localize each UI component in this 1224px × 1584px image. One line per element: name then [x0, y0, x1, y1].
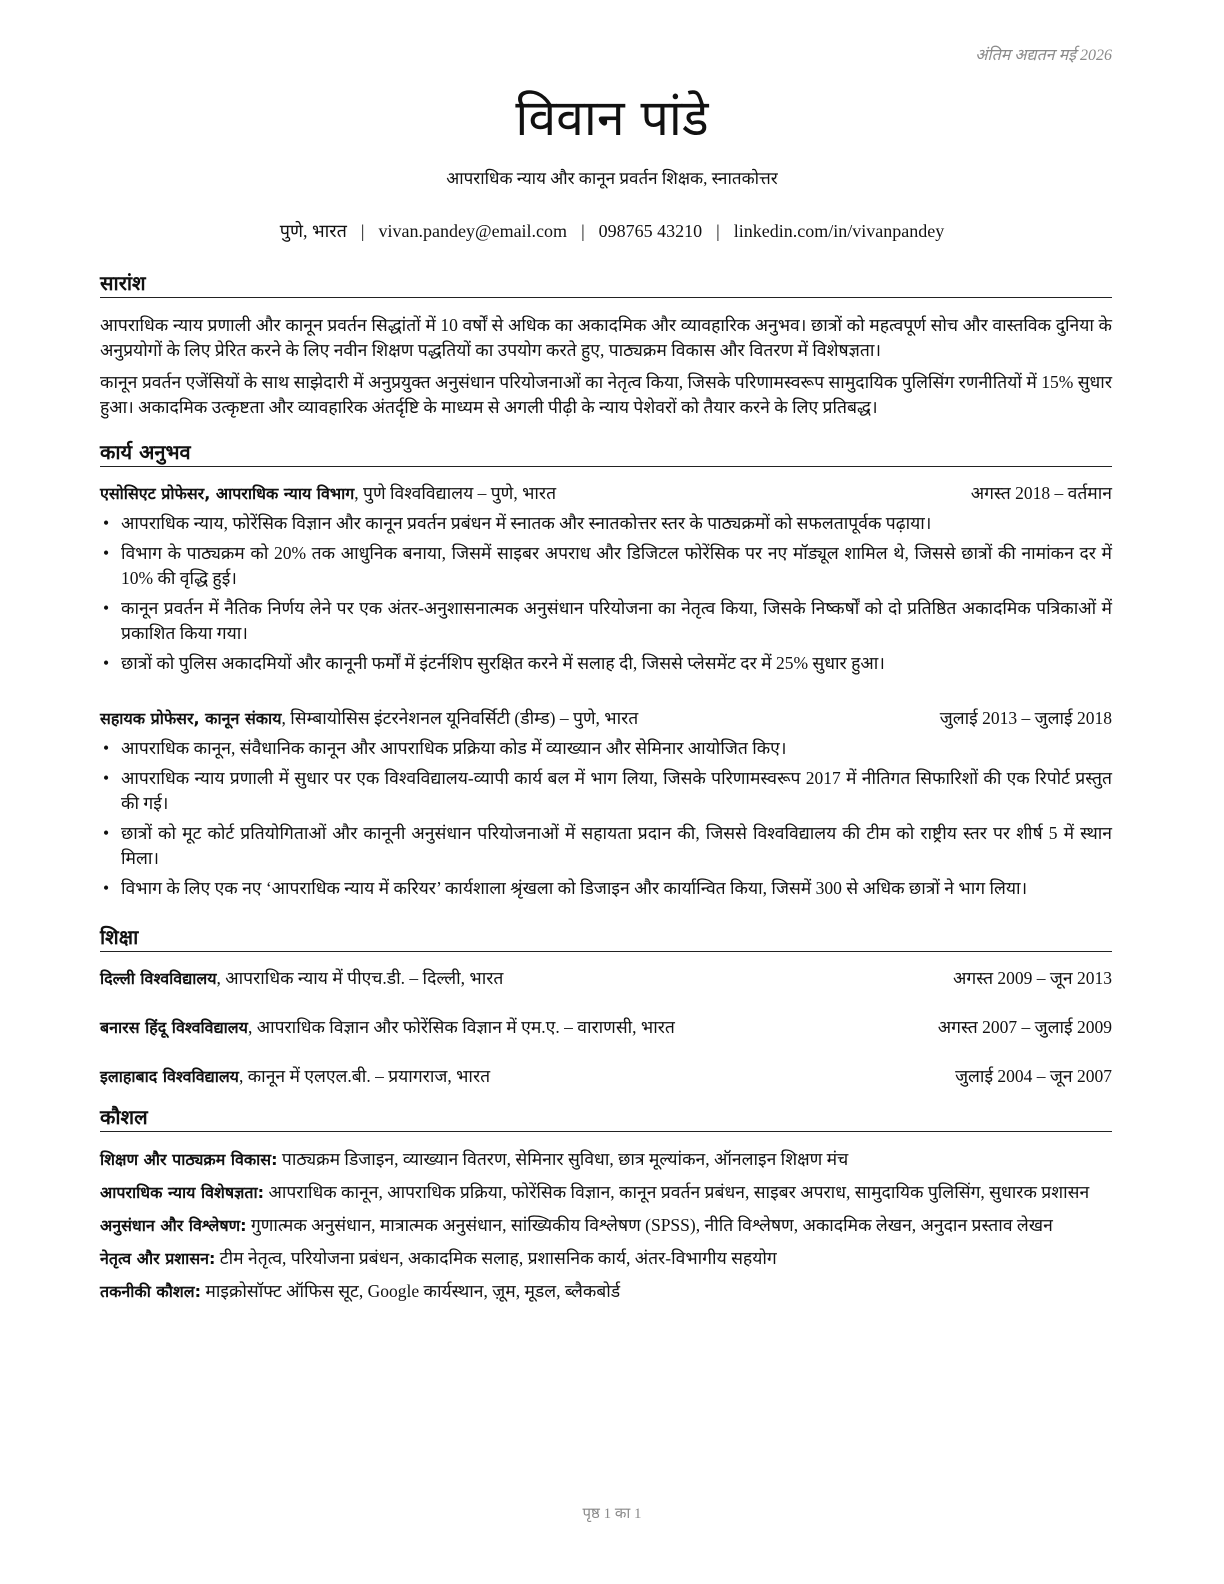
contact-separator: |	[716, 221, 720, 241]
job-bullets	[100, 511, 1112, 676]
job-bullet: • विभाग के लिए एक नए ‘आपराधिक न्याय में करियर’ कार्यशाला श्रृंखला को डिजाइन और कार्यान्वित किया, जिसमें 300 से अधिक छात्रों ने भाग लिया।	[100, 876, 1112, 901]
skill-label: तकनीकी कौशल:	[100, 1282, 201, 1301]
education-detail: , कानून में एलएल.बी. – प्रयागराज, भारत	[238, 1066, 491, 1086]
skills-section	[100, 1147, 1112, 1312]
education-section	[100, 966, 1112, 1113]
contact-phone: 098765 43210	[598, 221, 703, 241]
education-detail: , आपराधिक न्याय में पीएच.डी. – दिल्ली, भारत	[216, 968, 504, 988]
contact-location: पुणे, भारत	[279, 221, 347, 241]
job-bullet: • आपराधिक न्याय प्रणाली में सुधार पर एक विश्वविद्यालय-व्यापी कार्य बल में भाग लिया, जिसके परिणामस्वरूप 2017 में नीतिगत सिफारिशों की एक रिपोर्ट प्रस्तुत की गई।	[100, 766, 1112, 816]
job-dates: जुलाई 2013 – जुलाई 2018	[939, 708, 1112, 728]
job-entry	[100, 706, 1112, 906]
job-bullets	[100, 736, 1112, 901]
education-dates: अगस्त 2009 – जून 2013	[953, 968, 1112, 988]
skill-row	[100, 1213, 1112, 1238]
skill-value: आपराधिक कानून, आपराधिक प्रक्रिया, फोरेंसिक विज्ञान, कानून प्रवर्तन प्रबंधन, साइबर अपराध, सामुदायिक पुलिसिंग, सुधारक प्रशासन	[264, 1182, 1090, 1202]
job-role: सहायक प्रोफेसर, कानून संकाय	[100, 709, 282, 728]
education-dates: जुलाई 2004 – जून 2007	[955, 1066, 1112, 1086]
summary-section	[100, 313, 1112, 427]
job-bullet: • छात्रों को पुलिस अकादमियों और कानूनी फर्मों में इंटर्नशिप सुरक्षित करने में सलाह दी, जिससे प्लेसमेंट दर में 25% सुधार हुआ।	[100, 651, 1112, 676]
job-bullet: • आपराधिक कानून, संवैधानिक कानून और आपराधिक प्रक्रिया कोड में व्याख्यान और सेमिनार आयोजित किए।	[100, 736, 1112, 761]
job-role: एसोसिएट प्रोफेसर, आपराधिक न्याय विभाग	[100, 484, 355, 503]
skill-label: नेतृत्व और प्रशासन:	[100, 1249, 216, 1268]
skill-row	[100, 1246, 1112, 1271]
job-dates: अगस्त 2018 – वर्तमान	[970, 483, 1112, 503]
contact-linkedin[interactable]: linkedin.com/in/vivanpandey	[733, 221, 945, 241]
skill-label: शिक्षण और पाठ्यक्रम विकास:	[100, 1150, 278, 1169]
education-dates: अगस्त 2007 – जुलाई 2009	[937, 1017, 1112, 1037]
skill-row	[100, 1180, 1112, 1205]
summary-paragraph: कानून प्रवर्तन एजेंसियों के साथ साझेदारी में अनुप्रयुक्त अनुसंधान परियोजनाओं का नेतृत्व किया, जिसके परिणामस्वरूप सामुदायिक पुलिसिंग रणनीतियों में 15% सुधार हुआ। अकादमिक उत्कृष्टता और व्यावहारिक अंतर्दृष्टि के माध्यम से अगली पीढ़ी के न्याय पेशेवरों को तैयार करने के लिए प्रतिबद्ध।	[100, 372, 1112, 417]
skill-label: आपराधिक न्याय विशेषज्ञता:	[100, 1183, 265, 1202]
job-bullet: • विभाग के पाठ्यक्रम को 20% तक आधुनिक बनाया, जिसमें साइबर अपराध और डिजिटल फोरेंसिक पर नए मॉड्यूल शामिल थे, जिससे छात्रों की नामांकन दर में 10% की वृद्धि हुई।	[100, 541, 1112, 591]
contact-email[interactable]: vivan.pandey@email.com	[378, 221, 568, 241]
job-bullet: • कानून प्रवर्तन में नैतिक निर्णय लेने पर एक अंतर-अनुशासनात्मक अनुसंधान परियोजना का नेतृत्व किया, जिसके निष्कर्षों को दो प्रतिष्ठित अकादमिक पत्रिकाओं में प्रकाशित किया गया।	[100, 596, 1112, 646]
last-updated: अंतिम अद्यतन मई 2026	[975, 47, 1112, 64]
skill-row	[100, 1147, 1112, 1172]
skill-row	[100, 1279, 1112, 1304]
job-entry	[100, 481, 1112, 681]
experience-heading: कार्य अनुभव	[100, 439, 1112, 467]
job-header	[100, 481, 1112, 506]
education-heading: शिक्षा	[100, 924, 1112, 952]
page-number: पृष्ठ 1 का 1	[582, 1506, 642, 1522]
contact-separator: |	[581, 221, 585, 241]
education-school: दिल्ली विश्वविद्यालय	[100, 969, 217, 988]
job-org: , पुणे विश्वविद्यालय – पुणे, भारत	[354, 483, 557, 503]
tagline: आपराधिक न्याय और कानून प्रवर्तन शिक्षक, स्नातकोत्तर	[446, 169, 778, 188]
education-school: बनारस हिंदू विश्वविद्यालय	[100, 1018, 248, 1037]
skill-value: गुणात्मक अनुसंधान, मात्रात्मक अनुसंधान, सांख्यिकीय विश्लेषण (SPSS), नीति विश्लेषण, अकादमिक लेखन, अनुदान प्रस्ताव लेखन	[246, 1215, 1053, 1235]
summary-heading: सारांश	[100, 270, 1112, 298]
education-school: इलाहाबाद विश्वविद्यालय	[100, 1067, 239, 1086]
education-entry	[100, 966, 1112, 1015]
candidate-name: विवान पांडे	[515, 89, 709, 147]
job-bullet: • छात्रों को मूट कोर्ट प्रतियोगिताओं और कानूनी अनुसंधान परियोजनाओं में सहायता प्रदान की, जिससे विश्वविद्यालय की टीम को राष्ट्रीय स्तर पर शीर्ष 5 में स्थान मिला।	[100, 821, 1112, 871]
skill-value: पाठ्यक्रम डिजाइन, व्याख्यान वितरण, सेमिनार सुविधा, छात्र मूल्यांकन, ऑनलाइन शिक्षण मंच	[277, 1149, 849, 1169]
skill-value: टीम नेतृत्व, परियोजना प्रबंधन, अकादमिक सलाह, प्रशासनिक कार्य, अंतर-विभागीय सहयोग	[215, 1248, 777, 1268]
job-header	[100, 706, 1112, 731]
education-detail: , आपराधिक विज्ञान और फोरेंसिक विज्ञान में एम.ए. – वाराणसी, भारत	[247, 1017, 675, 1037]
skill-label: अनुसंधान और विश्लेषण:	[100, 1216, 247, 1235]
skills-heading: कौशल	[100, 1104, 1112, 1132]
job-org: , सिम्बायोसिस इंटरनेशनल यूनिवर्सिटी (डीम्ड) – पुणे, भारत	[281, 708, 639, 728]
education-entry	[100, 1015, 1112, 1064]
job-bullet: • आपराधिक न्याय, फोरेंसिक विज्ञान और कानून प्रवर्तन प्रबंधन में स्नातक और स्नातकोत्तर स्तर के पाठ्यक्रमों को सफलतापूर्वक पढ़ाया।	[100, 511, 1112, 536]
contact-line	[0, 219, 1224, 244]
summary-paragraph: आपराधिक न्याय प्रणाली और कानून प्रवर्तन सिद्धांतों में 10 वर्षों से अधिक का अकादमिक और व्यावहारिक अनुभव। छात्रों को महत्वपूर्ण सोच और वास्तविक दुनिया के अनुप्रयोगों के लिए प्रेरित करने के लिए नवीन शिक्षण पद्धतियों का उपयोग करते हुए, पाठ्यक्रम विकास और वितरण में विशेषज्ञता।	[100, 315, 1112, 360]
contact-separator: |	[360, 221, 365, 241]
skill-value: माइक्रोसॉफ्ट ऑफिस सूट, Google कार्यस्थान, ज़ूम, मूडल, ब्लैकबोर्ड	[201, 1281, 621, 1301]
